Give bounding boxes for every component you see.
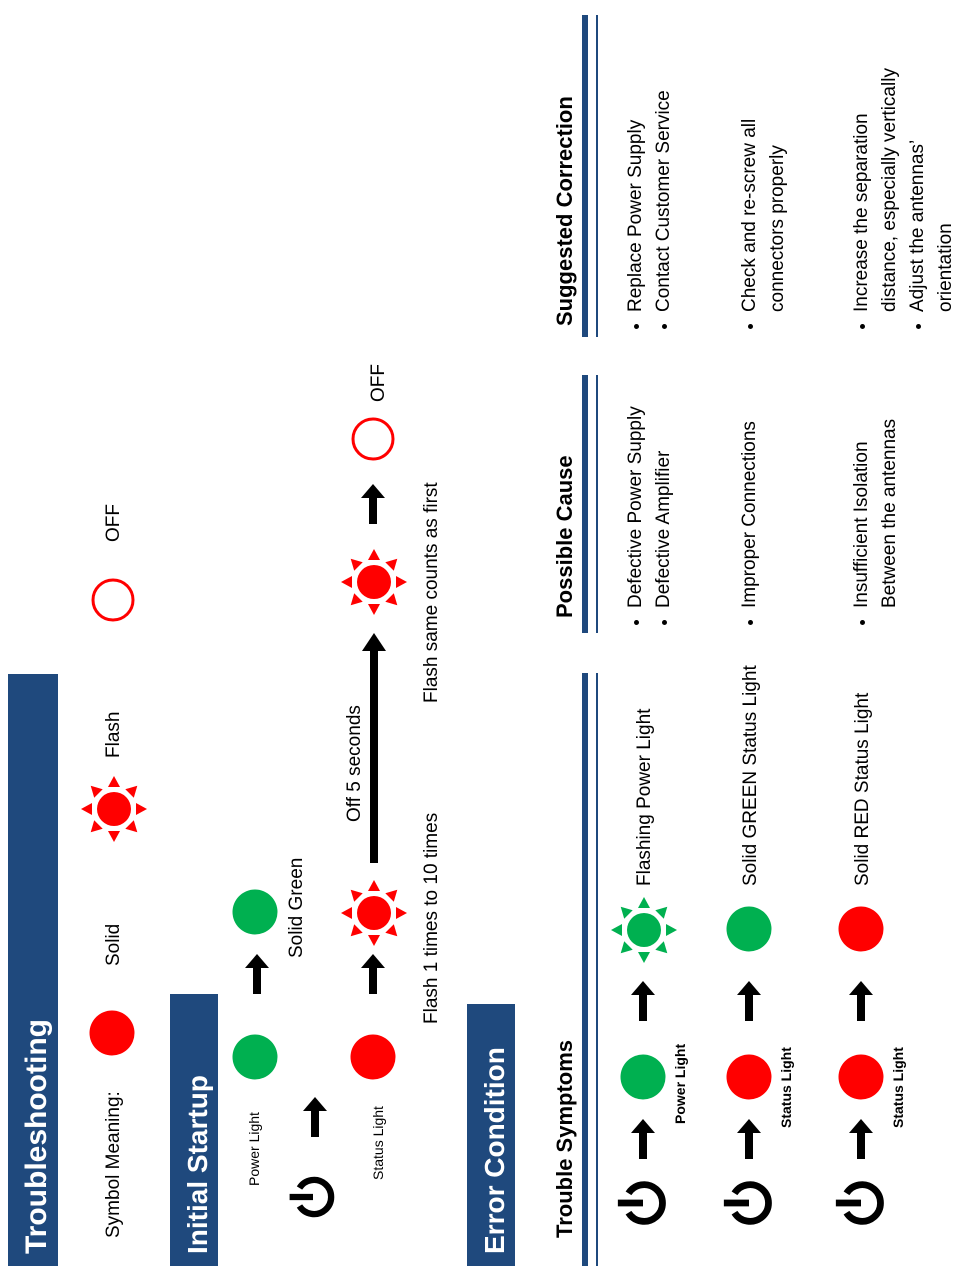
row1-corrections [622,90,678,330]
error-condition-banner [467,1004,515,1266]
row2-corrections [736,119,792,330]
arrow-right-icon [631,1116,655,1162]
power-light-green-icon [620,1054,666,1100]
initial-startup-banner [170,994,218,1266]
row3-corrections [848,68,960,330]
row2-light-label: Status Light [778,1047,794,1128]
arrow-right-icon [631,978,655,1024]
cause-item: Between the antennas [879,418,900,608]
title-banner [8,674,58,1266]
row1-causes [622,406,678,626]
row1-symptom: Flashing Power Light [634,708,655,886]
correction-header-rule [582,15,598,337]
arrow-right-icon [245,951,269,997]
arrow-right-icon [849,1116,873,1162]
row2-causes [736,421,764,626]
row3-causes [848,419,904,626]
flashing-green-light-icon [609,895,679,965]
status-light-red-icon [726,1054,772,1100]
status-light-red-icon [838,1054,884,1100]
cause-item: • Defective Power Supply [622,406,650,608]
off-5-seconds-label: Off 5 seconds [344,705,365,822]
correction-item: • Replace Power Supply [622,90,650,312]
legend-off-label: OFF [103,504,124,542]
suggested-correction-header: Suggested Correction [552,96,577,326]
power-button-icon [286,1170,340,1224]
arrow-right-icon [737,1116,761,1162]
correction-item: • Adjust the antennas’ [904,68,932,312]
flash-red-light-icon [79,774,149,844]
status-light-label: Status Light [370,1106,386,1180]
row1-light-label: Power Light [672,1043,688,1124]
symptoms-header-rule [582,673,598,1266]
row2-symptom: Solid GREEN Status Light [740,665,761,886]
correction-item: orientation [935,223,956,312]
possible-cause-header: Possible Cause [552,455,577,618]
status-flash-red-icon [339,878,409,948]
power-button-icon [832,1174,890,1232]
solid-red-light-icon [89,1010,135,1056]
off-light-icon [90,577,136,623]
arrow-right-icon [849,978,873,1024]
cause-header-rule [582,375,598,633]
arrow-right-icon [303,1094,327,1140]
row3-symptom: Solid RED Status Light [852,692,873,886]
error-condition-heading: Error Condition [479,1047,510,1254]
flash-times-label: Flash 1 times to 10 times [421,812,442,1024]
status-off-light-icon [350,416,396,462]
power-light-label: Power Light [246,1112,262,1186]
solid-red-light-icon [838,906,884,952]
power-button-icon [614,1174,672,1232]
correction-item: distance, especially vertically [879,68,900,312]
legend-label: Symbol Meaning: [103,1091,124,1238]
arrow-right-icon [361,951,385,997]
status-light-solid-red-icon [350,1034,396,1080]
correction-item: connectors properly [767,145,788,312]
status-off-label: OFF [368,364,389,402]
correction-item: • Contact Customer Service [650,90,678,312]
solid-green-light-icon [232,889,278,935]
cause-item: • Insufficient Isolation [848,419,876,608]
arrow-right-icon [737,978,761,1024]
solid-green-label: Solid Green [286,857,307,958]
solid-green-light-icon [726,906,772,952]
trouble-symptoms-header: Trouble Symptoms [552,1039,577,1238]
flash-same-counts-label: Flash same counts as first [421,482,442,703]
power-button-icon [720,1174,778,1232]
power-light-solid-green-icon [232,1034,278,1080]
arrow-right-icon [361,481,385,527]
status-flash-red-icon [339,547,409,617]
row3-light-label: Status Light [890,1047,906,1128]
page-title: Troubleshooting [20,1019,53,1254]
cause-item: • Improper Connections [736,421,764,608]
cause-item: • Defective Amplifier [650,406,678,608]
initial-startup-heading: Initial Startup [182,1075,213,1254]
correction-item: • Check and re-screw all [736,119,764,312]
legend-solid-label: Solid [103,923,124,966]
legend-flash-label: Flash [103,711,124,758]
correction-item: • Increase the separation [848,68,876,312]
